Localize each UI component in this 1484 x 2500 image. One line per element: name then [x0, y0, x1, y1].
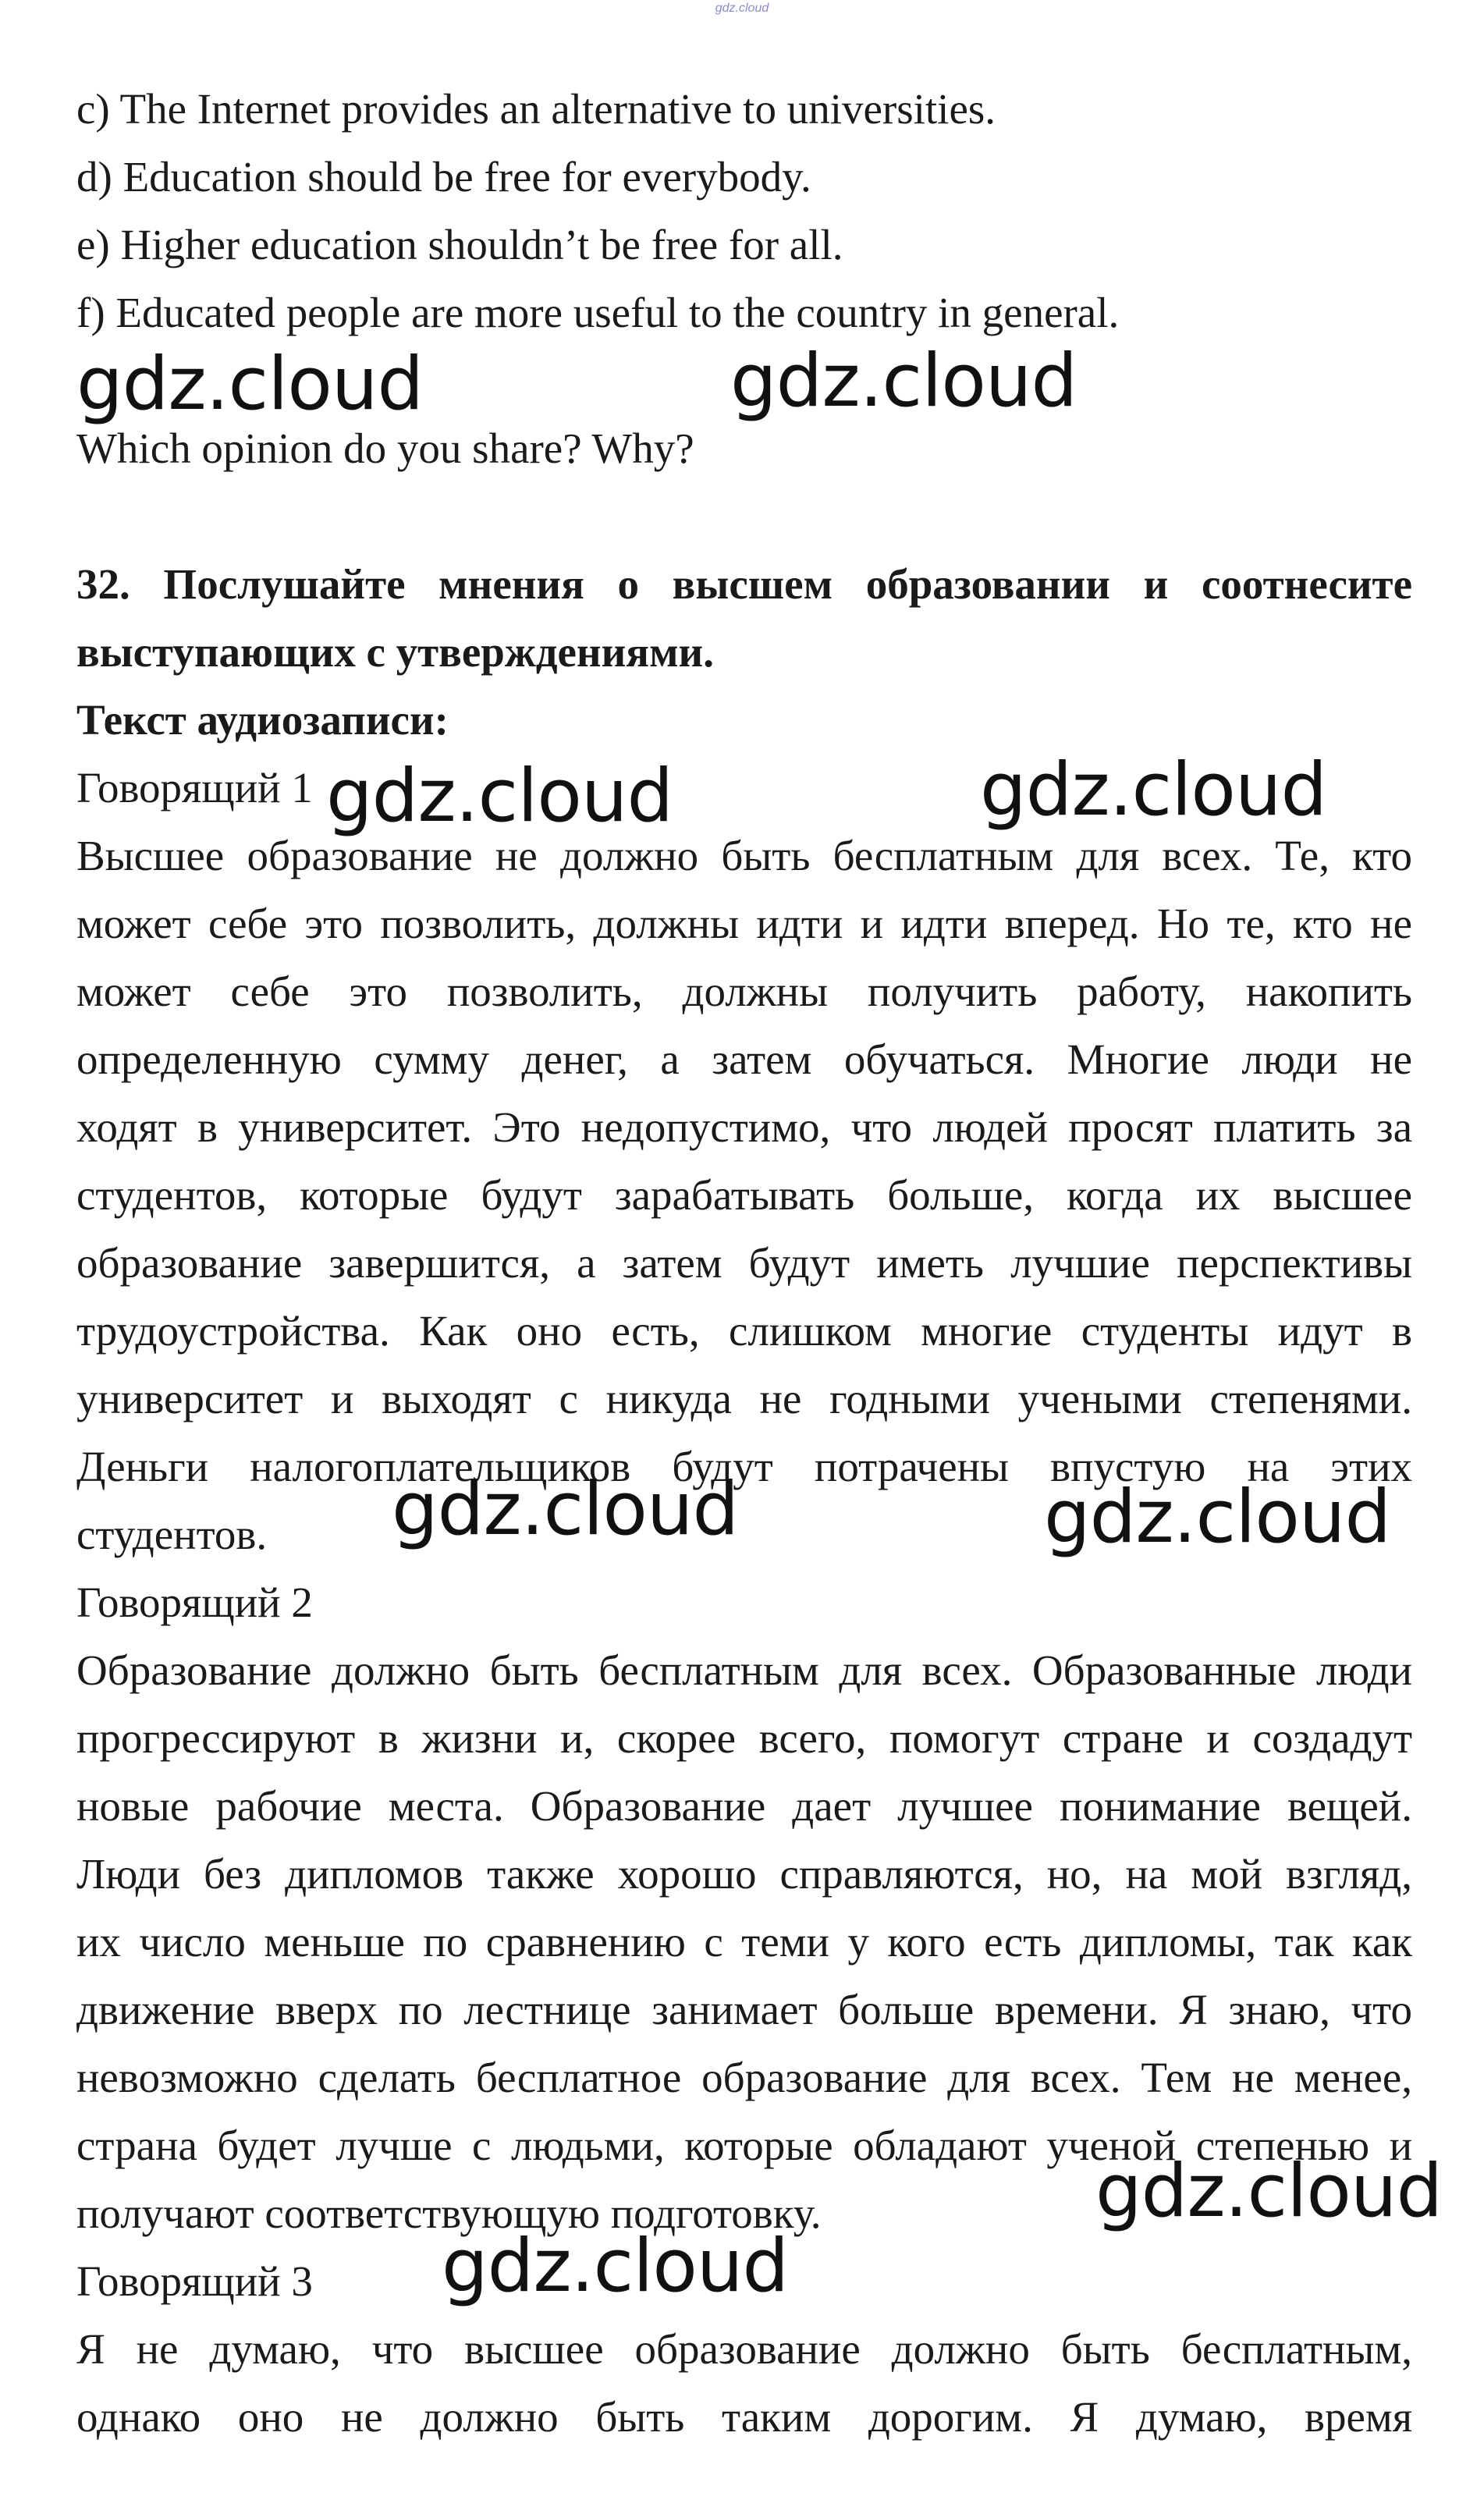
speaker-1-line: образование завершится, а затем будут иметь лучшие перспективы — [76, 1239, 1412, 1287]
spacer — [76, 482, 1412, 550]
speaker-1-line: Деньги налогоплательщиков будут потрачены впустую на этих — [76, 1443, 1412, 1490]
speaker-1-line: ходят в университет. Это недопустимо, что людей просят платить за — [76, 1103, 1412, 1151]
speaker-1-line: университет и выходят с никуда не годными учеными степенями. — [76, 1375, 1412, 1422]
option-e: e) Higher education shouldn’t be free for all. — [76, 221, 843, 268]
speaker-3-line: однако оно не должно быть таким дорогим. Я думаю, время — [76, 2393, 1412, 2441]
speaker-3-line: Я не думаю, что высшее образование должно быть бесплатным, — [76, 2325, 1412, 2373]
option-c: c) The Internet provides an alternative to universities. — [76, 85, 996, 133]
option-f: f) Educated people are more useful to the country in general. — [76, 289, 1120, 336]
speaker-2-line: страна будет лучше с людьми, которые обладают ученой степенью и — [76, 2122, 1412, 2169]
discussion-question: Which opinion do you share? Why? — [76, 424, 694, 472]
speaker-1-line: студентов, которые будут зарабатывать больше, когда их высшее — [76, 1171, 1412, 1219]
speaker-1-line: Высшее образование не должно быть бесплатным для всех. Те, кто — [76, 832, 1412, 879]
transcript-label: Текст аудиозаписи: — [76, 696, 449, 744]
speaker-2-line: прогрессируют в жизни и, скорее всего, помогут стране и создадут — [76, 1714, 1412, 1762]
watermark: gdz.cloud — [76, 342, 424, 427]
top-watermark: gdz.cloud — [715, 2, 769, 15]
option-d: d) Education should be free for everybody. — [76, 153, 811, 201]
speaker-2-label: Говорящий 2 — [76, 1578, 313, 1626]
watermark: gdz.cloud — [442, 2224, 789, 2309]
watermark: gdz.cloud — [326, 754, 673, 839]
speaker-1-line: определенную сумму денег, а затем обучаться. Многие люди не — [76, 1035, 1412, 1083]
speaker-2-line: их число меньше по сравнению с теми у кого есть дипломы, так как — [76, 1918, 1412, 1966]
watermark: gdz.cloud — [1095, 2149, 1443, 2234]
speaker-1-line: может себе это позволить, должны идти и идти вперед. Но те, кто не — [76, 900, 1412, 947]
watermark: gdz.cloud — [392, 1467, 739, 1552]
speaker-2-line: Образование должно быть бесплатным для всех. Образованные люди — [76, 1646, 1412, 1694]
speaker-2-last-line: получают соответствующую подготовку. — [76, 2189, 822, 2237]
speaker-2-line: движение вверх по лестнице занимает больше времени. Я знаю, что — [76, 1986, 1412, 2033]
watermark: gdz.cloud — [980, 748, 1327, 833]
watermark: gdz.cloud — [1044, 1475, 1391, 1560]
speaker-1-line: трудоустройства. Как оно есть, слишком многие студенты идут в — [76, 1307, 1412, 1355]
speaker-2-line: новые рабочие места. Образование дает лучшее понимание вещей. — [76, 1782, 1412, 1830]
watermark: gdz.cloud — [730, 339, 1077, 424]
task-title-line-1: 32. Послушайте мнения о высшем образовании и соотнесите — [76, 560, 1412, 608]
speaker-3-label: Говорящий 3 — [76, 2257, 313, 2305]
document-page — [76, 75, 1412, 2451]
speaker-1-line: может себе это позволить, должны получить работу, накопить — [76, 968, 1412, 1015]
speaker-2-line: Люди без дипломов также хорошо справляются, но, на мой взгляд, — [76, 1850, 1412, 1898]
speaker-1-label: Говорящий 1 — [76, 764, 313, 811]
task-title-line-2: выступающих с утверждениями. — [76, 628, 714, 676]
speaker-1-last-line: студентов. — [76, 1511, 268, 1558]
speaker-2-line: невозможно сделать бесплатное образование для всех. Тем не менее, — [76, 2054, 1412, 2101]
